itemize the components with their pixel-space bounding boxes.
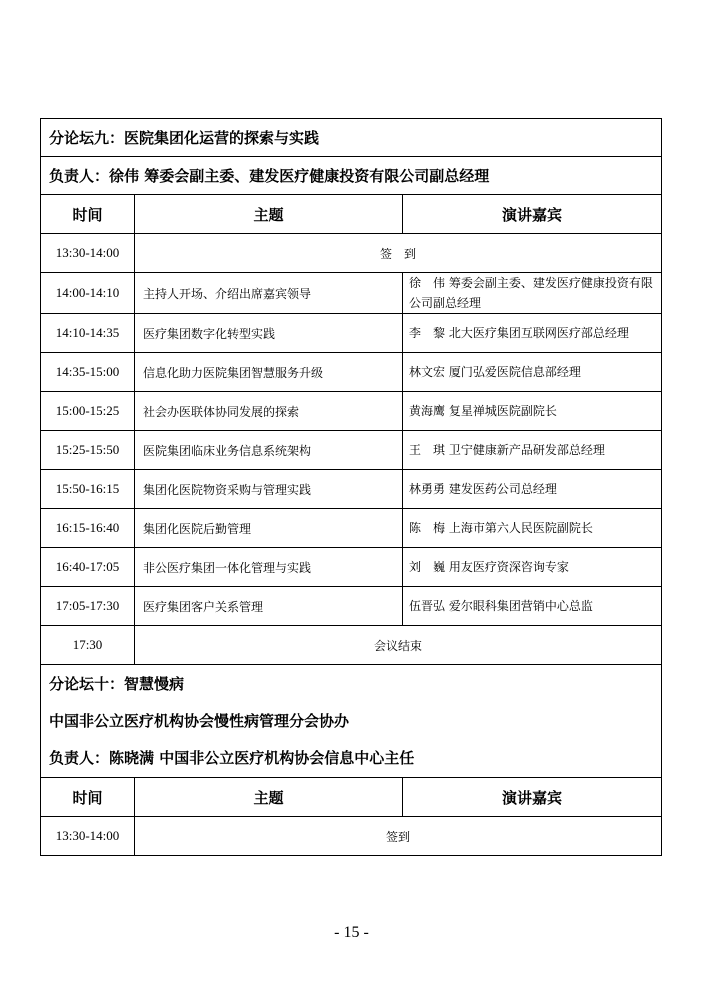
table-row	[41, 353, 662, 392]
forum10-organizer: 中国非公立医疗机构协会慢性病管理分会协办	[49, 711, 350, 730]
forum9-title-row	[41, 119, 662, 157]
time-cell: 17:05-17:30	[41, 587, 135, 626]
forum9-leader-row	[41, 157, 662, 195]
table-row	[41, 234, 662, 273]
topic-cell: 非公医疗集团一体化管理与实践	[135, 548, 403, 587]
time-cell: 15:25-15:50	[41, 431, 135, 470]
time-cell: 13:30-14:00	[41, 234, 135, 273]
table-row	[41, 314, 662, 353]
speaker-cell: 陈 梅 上海市第六人民医院副院长	[403, 509, 662, 548]
table-row	[41, 392, 662, 431]
header-topic: 主题	[135, 195, 403, 234]
header-time: 时间	[41, 778, 135, 817]
speaker-cell: 黄海鹰 复星禅城医院副院长	[403, 392, 662, 431]
speaker-cell: 伍晋弘 爱尔眼科集团营销中心总监	[403, 587, 662, 626]
time-cell: 13:30-14:00	[41, 817, 135, 856]
time-cell: 14:00-14:10	[41, 273, 135, 314]
topic-cell: 社会办医联体协同发展的探索	[135, 392, 403, 431]
table-row	[41, 273, 662, 314]
forum9-title: 分论坛九：医院集团化运营的探索与实践	[41, 119, 662, 157]
topic-cell: 医院集团临床业务信息系统架构	[135, 431, 403, 470]
speaker-cell: 徐 伟 筹委会副主委、建发医疗健康投资有限公司副总经理	[403, 273, 662, 314]
header-time: 时间	[41, 195, 135, 234]
forum9-leader: 负责人：徐伟 筹委会副主委、建发医疗健康投资有限公司副总经理	[41, 157, 662, 195]
table-row	[41, 548, 662, 587]
header-speaker: 演讲嘉宾	[403, 195, 662, 234]
forum9-header-row	[41, 195, 662, 234]
time-cell: 14:10-14:35	[41, 314, 135, 353]
time-cell: 15:00-15:25	[41, 392, 135, 431]
topic-cell: 信息化助力医院集团智慧服务升级	[135, 353, 403, 392]
topic-cell: 医疗集团数字化转型实践	[135, 314, 403, 353]
time-cell: 17:30	[41, 626, 135, 665]
speaker-cell: 刘 巍 用友医疗资深咨询专家	[403, 548, 662, 587]
time-cell: 14:35-15:00	[41, 353, 135, 392]
time-cell: 16:40-17:05	[41, 548, 135, 587]
table-row	[41, 470, 662, 509]
page-number: - 15 -	[334, 924, 369, 941]
header-speaker: 演讲嘉宾	[403, 778, 662, 817]
table-row	[41, 587, 662, 626]
closing-cell: 会议结束	[135, 626, 662, 665]
signin-cell: 签 到	[135, 234, 662, 273]
table-row	[41, 626, 662, 665]
forum10-title: 分论坛十：智慧慢病	[49, 674, 185, 693]
forum10-leader: 负责人：陈晓满 中国非公立医疗机构协会信息中心主任	[49, 748, 415, 767]
topic-cell: 主持人开场、介绍出席嘉宾领导	[135, 273, 403, 314]
header-topic: 主题	[135, 778, 403, 817]
speaker-cell: 林文宏 厦门弘爱医院信息部经理	[403, 353, 662, 392]
speaker-cell: 王 琪 卫宁健康新产品研发部总经理	[403, 431, 662, 470]
time-cell: 15:50-16:15	[41, 470, 135, 509]
speaker-cell: 李 黎 北大医疗集团互联网医疗部总经理	[403, 314, 662, 353]
speaker-cell: 林勇勇 建发医药公司总经理	[403, 470, 662, 509]
signin-cell: 签到	[135, 817, 662, 856]
agenda-table	[40, 118, 662, 856]
topic-cell: 医疗集团客户关系管理	[135, 587, 403, 626]
forum10-header-row	[41, 778, 662, 817]
table-row	[41, 431, 662, 470]
topic-cell: 集团化医院后勤管理	[135, 509, 403, 548]
table-row	[41, 817, 662, 856]
forum10-info	[41, 665, 662, 778]
table-row	[41, 509, 662, 548]
forum10-info-row	[41, 665, 662, 778]
topic-cell: 集团化医院物资采购与管理实践	[135, 470, 403, 509]
time-cell: 16:15-16:40	[41, 509, 135, 548]
